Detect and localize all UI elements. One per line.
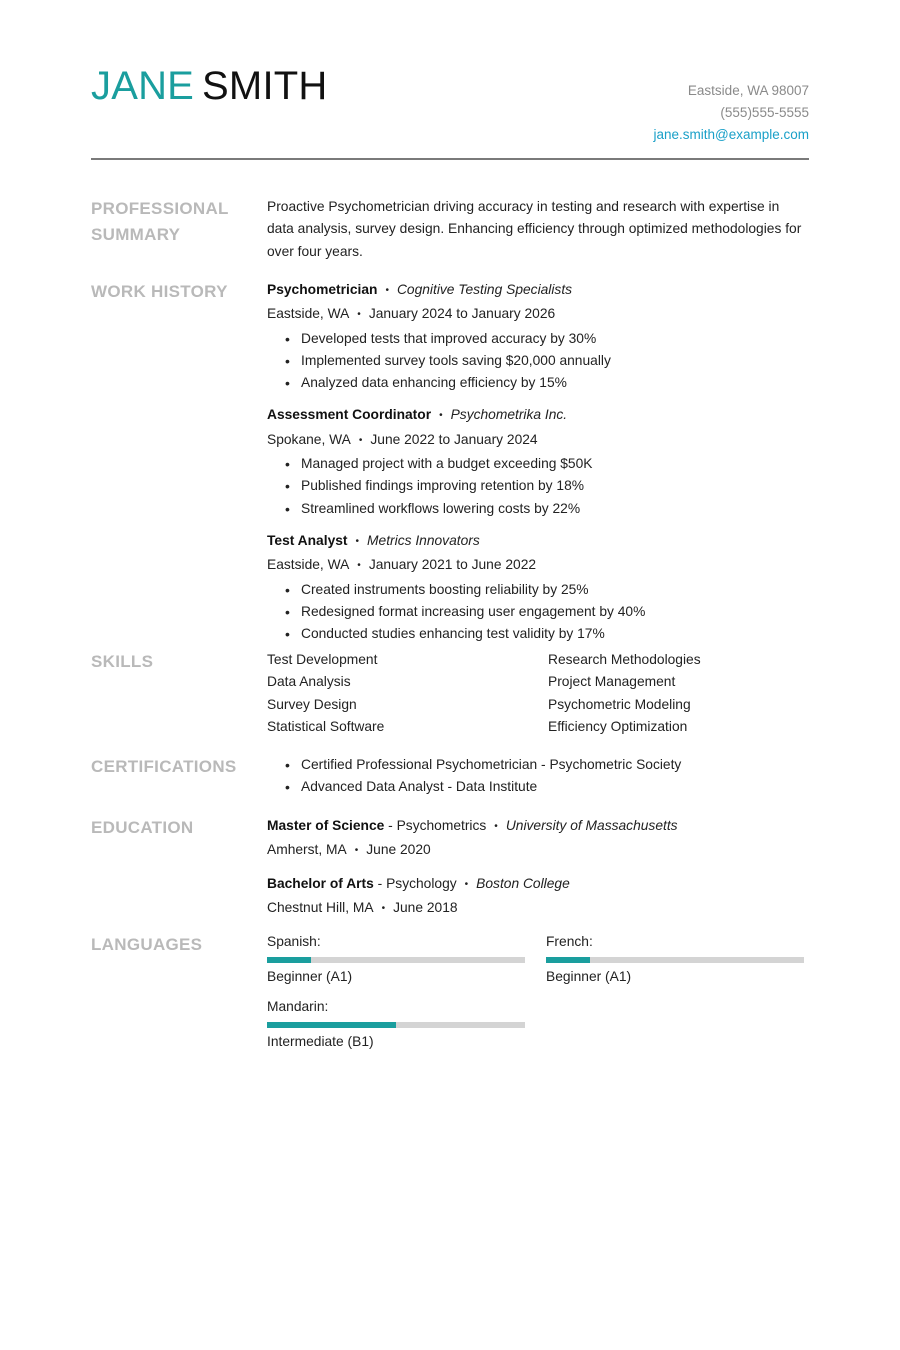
language-level: Beginner (A1): [267, 969, 353, 984]
job-dates: June 2022 to January 2024: [370, 431, 538, 447]
field-of-study: Psychometrics: [396, 818, 487, 833]
job-company: Metrics Innovators: [367, 532, 480, 548]
language-name: French:: [546, 934, 593, 949]
school: Boston College: [476, 875, 570, 891]
proficiency-bar: [546, 957, 804, 963]
list-item: • Analyzed data enhancing efficiency by 15%: [285, 372, 807, 394]
job-location: Eastside, WA: [267, 557, 350, 573]
proficiency-bar: [267, 957, 525, 963]
proficiency-fill: [267, 1022, 396, 1028]
list-item: • Created instruments boosting reliability by 25%: [285, 579, 807, 601]
list-item: • Published findings improving retention by 18%: [285, 475, 807, 497]
language-item: [267, 932, 525, 988]
last-name: SMITH: [202, 64, 328, 108]
work-history-label: WORK HISTORY: [91, 282, 228, 301]
phone: (555)555-5555: [720, 105, 809, 120]
list-item: • Implemented survey tools saving $20,000 annually: [285, 350, 807, 372]
job-entry: Test Analyst • Metrics Innovators Eastside, WA • January 2021 to June 2022 • Created instruments boosting reliability by 25% • Redesigned format increasing user engagement by 40% • Conducted studies enhancing test validity by 17%: [267, 530, 807, 645]
work-history-section: [91, 279, 809, 642]
proficiency-fill: [546, 957, 590, 963]
skills-label: SKILLS: [91, 652, 154, 671]
list-item: • Streamlined workflows lowering costs by 22%: [285, 498, 807, 520]
school-location: Chestnut Hill, MA: [267, 899, 374, 915]
summary-label: PROFESSIONAL SUMMARY: [91, 199, 229, 244]
skill-item: Survey Design: [267, 696, 357, 712]
field-of-study: Psychology: [386, 875, 457, 891]
address: Eastside, WA 98007: [687, 83, 809, 98]
job-dates: January 2021 to June 2022: [368, 557, 537, 573]
languages-section: [91, 932, 809, 1062]
language-item: [267, 997, 525, 1053]
education-list: [267, 815, 807, 930]
proficiency-bar: [267, 1022, 525, 1028]
job-company: Psychometrika Inc.: [450, 407, 568, 423]
school: University of Massachusetts: [505, 818, 678, 833]
summary-text: Proactive Psychometrician driving accuracy in testing and research with expertise in data analysis, survey design. Enhancing efficiency through optimized methodologies for over four years.: [267, 199, 802, 259]
skill-item: Data Analysis: [267, 674, 351, 690]
job-location: Eastside, WA: [267, 306, 350, 322]
skills-section: [91, 649, 809, 741]
skill-item: Statistical Software: [267, 718, 385, 734]
resume-header: [91, 62, 809, 162]
job-dates: January 2024 to January 2026: [368, 306, 556, 322]
language-level: Intermediate (B1): [267, 1034, 374, 1049]
job-entry: Psychometrician • Cognitive Testing Specialists Eastside, WA • January 2024 to January 2026 • Developed tests that improved accuracy by 30% • Implemented survey tools saving $20,000 annually • Analyzed data enhancing efficiency by 15%: [267, 279, 807, 394]
graduation-date: June 2018: [393, 899, 458, 915]
languages-list: [267, 932, 807, 1052]
candidate-name: [91, 62, 327, 110]
job-company: Cognitive Testing Specialists: [396, 282, 573, 297]
proficiency-fill: [267, 957, 311, 963]
skill-item: Test Development: [267, 652, 378, 667]
job-entry: Assessment Coordinator • Psychometrika Inc. Spokane, WA • June 2022 to January 2024 • Managed project with a budget exceeding $50K • Published findings improving retention by 18% • Streamlined workflows lowering costs by 22%: [267, 404, 807, 519]
degree: Bachelor of Arts: [267, 875, 374, 891]
job-title: Psychometrician: [267, 282, 378, 297]
graduation-date: June 2020: [366, 842, 431, 858]
language-name: Spanish:: [267, 934, 321, 949]
language-level: Beginner (A1): [546, 969, 632, 984]
skill-item: Efficiency Optimization: [548, 718, 688, 734]
first-name: JANE: [91, 64, 195, 108]
email-link[interactable]: jane.smith@example.com: [653, 127, 809, 142]
education-section: [91, 815, 809, 920]
education-entry: Bachelor of Arts - Psychology • Boston College Chestnut Hill, MA • June 2018: [267, 875, 570, 915]
school-location: Amherst, MA: [267, 842, 347, 858]
skill-item: Project Management: [548, 674, 676, 690]
work-history-list: [267, 279, 807, 655]
job-bullets: [267, 328, 807, 395]
job-title: Test Analyst: [267, 532, 348, 548]
list-item: • Advanced Data Analyst - Data Institute: [285, 776, 807, 798]
job-bullets: [267, 579, 807, 646]
certifications-list: [267, 754, 807, 799]
job-location: Spokane, WA: [267, 431, 351, 447]
language-name: Mandarin:: [267, 999, 329, 1014]
job-bullets: [267, 453, 807, 520]
header-divider: [91, 158, 809, 160]
language-item: [546, 932, 804, 988]
contact-info: [653, 80, 809, 146]
list-item: • Managed project with a budget exceeding $50K: [285, 453, 807, 475]
job-title: Assessment Coordinator: [267, 407, 432, 423]
education-label: EDUCATION: [91, 818, 194, 837]
list-item: • Developed tests that improved accuracy by 30%: [285, 328, 807, 350]
degree: Master of Science: [267, 818, 385, 833]
languages-label: LANGUAGES: [91, 935, 203, 954]
summary-section: [91, 196, 809, 266]
certifications-section: [91, 754, 809, 804]
certifications-label: CERTIFICATIONS: [91, 757, 237, 776]
education-entry: Master of Science - Psychometrics • University of Massachusetts Amherst, MA • June 2020: [267, 818, 678, 858]
list-item: • Redesigned format increasing user engagement by 40%: [285, 601, 807, 623]
skill-item: Psychometric Modeling: [548, 696, 691, 712]
skills-list: [267, 649, 807, 738]
list-item: • Conducted studies enhancing test validity by 17%: [285, 623, 807, 645]
list-item: • Certified Professional Psychometrician - Psychometric Society: [285, 754, 807, 776]
skill-item: Research Methodologies: [548, 652, 701, 667]
